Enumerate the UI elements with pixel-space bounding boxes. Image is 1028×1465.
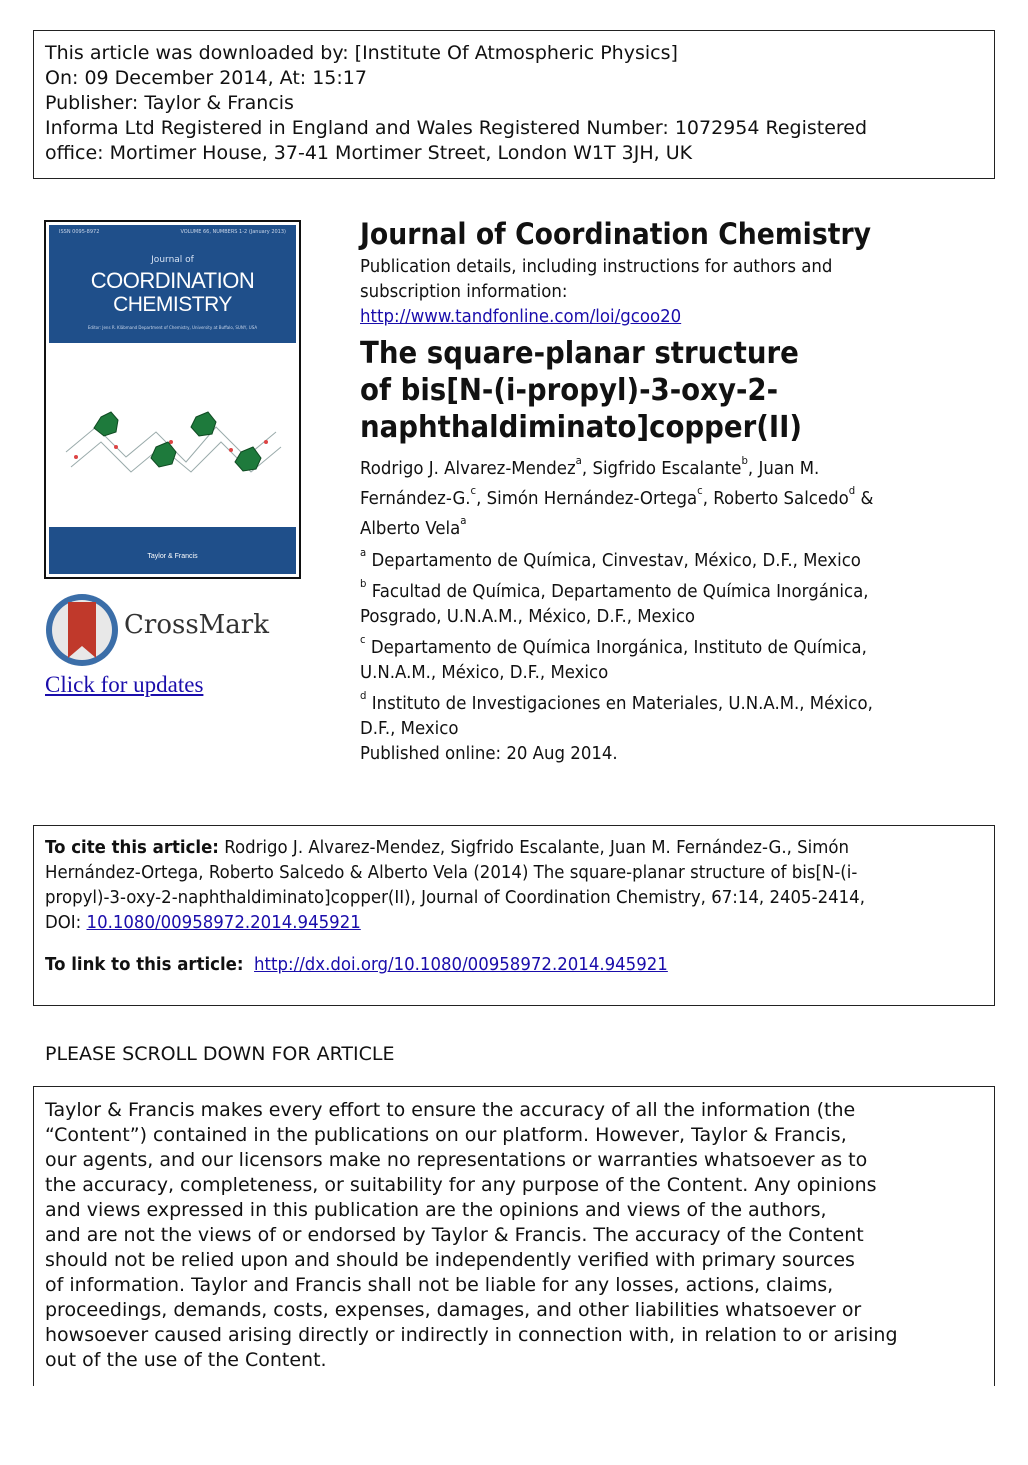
office-line: office: Mortimer House, 37-41 Mortimer Street, London W1T 3JH, UK xyxy=(45,142,693,164)
cite-label: To cite this article: xyxy=(45,837,219,858)
disclaimer-line: should not be relied upon and should be independently verified with primary sources xyxy=(45,1249,855,1271)
authors-list: Rodrigo J. Alvarez-Mendez$^a$, Sigfrido Escalante$^b$, Juan M. Fernández-G.$^c$, Simón Hernández-Ortega$^c$, Roberto Salcedo$^d$ & Alberto Vela$^a$ xyxy=(360,454,874,539)
citation-text: To cite this article: Rodrigo J. Alvarez-Mendez, Sigfrido Escalante, Juan M. Fernández-G., Simón Hernández-Ortega, Roberto Salcedo & Alberto Vela (2014) The square-planar structure of bis[N-(i- propyl)-3-oxy-2-naphthaldiminato]copper(II), Journal of Coordination Chemistry, 67:14, 2405-2414, DOI: 10.1080/00958972.2014.945921 xyxy=(45,837,865,933)
author-name: Rodrigo J. Alvarez-Mendez xyxy=(360,458,576,479)
click-for-updates-link[interactable]: Click for updates xyxy=(45,672,204,697)
article-title-line1: The square-planar structure xyxy=(360,336,799,371)
author-name: Simón Hernández-Ortega xyxy=(486,488,698,509)
disclaimer-line: of information. Taylor and Francis shall not be liable for any losses, actions, claims, xyxy=(45,1274,834,1296)
disclaimer-line: out of the use of the Content. xyxy=(45,1349,327,1371)
article-link-line xyxy=(45,952,908,977)
affiliation-d: $^d$ Instituto de Investigaciones en Materiales, U.N.A.M., México, D.F., Mexico Published online: 20 Aug 2014. xyxy=(360,691,930,766)
disclaimer-line: howsoever caused arising directly or indirectly in connection with, in relation to or arising xyxy=(45,1324,898,1346)
disclaimer-line: the accuracy, completeness, or suitability for any purpose of the Content. Any opinions xyxy=(45,1174,877,1196)
molecule-illustration xyxy=(56,372,291,512)
disclaimer-line: and are not the views of or endorsed by Taylor & Francis. The accuracy of the Content xyxy=(45,1224,864,1246)
affiliation-c: $^c$ Departamento de Química Inorgánica, Instituto de Química, U.N.A.M., México, D.F., Mexico xyxy=(360,633,867,683)
doi-link[interactable]: 10.1080/00958972.2014.945921 xyxy=(86,912,361,933)
author-name: Juan M. xyxy=(758,458,820,479)
author-name: Fernández-G. xyxy=(360,488,471,509)
crossmark-label: CrossMark xyxy=(124,610,269,640)
article-title-line3: naphthaldiminato]copper(II) xyxy=(360,410,803,445)
article-doi-url-link[interactable]: http://dx.doi.org/10.1080/00958972.2014.945921 xyxy=(254,954,668,975)
author-name: Sigfrido Escalante xyxy=(592,458,742,479)
cover-journal-of: Journal of xyxy=(151,255,194,265)
registration-line: Informa Ltd Registered in England and Wales Registered Number: 1072954 Registered xyxy=(45,117,868,139)
disclaimer-line: and views expressed in this publication are the opinions and views of the authors, xyxy=(45,1199,827,1221)
article-title xyxy=(360,335,930,446)
cover-footer-band xyxy=(49,527,296,574)
cover-header-band xyxy=(49,225,296,343)
cover-editor: Editor: Jens R. Kläbmand Department of Chemistry, University at Buffalo, SUNY, USA xyxy=(87,325,258,330)
cover-title-line1: COORDINATION xyxy=(90,268,255,293)
published-online-date: Published online: 20 Aug 2014. xyxy=(360,743,618,764)
download-info-box xyxy=(33,30,995,179)
cover-title-line2: CHEMISTRY xyxy=(113,293,232,316)
article-title-line2: of bis[N-(i-propyl)-3-oxy-2- xyxy=(360,373,779,408)
journal-cover-image xyxy=(44,220,301,579)
disclaimer-line: “Content”) contained in the publications on our platform. However, Taylor & Francis, xyxy=(45,1124,847,1146)
article-header xyxy=(360,214,980,766)
download-info-line: This article was downloaded by: [Institute Of Atmospheric Physics] xyxy=(45,42,678,64)
affiliation-a: $^a$ Departamento de Química, Cinvestav, México, D.F., Mexico xyxy=(360,546,861,571)
cover-issn: ISSN 0095-8972 xyxy=(59,229,100,235)
crossmark-badge[interactable] xyxy=(44,592,269,668)
cover-publisher: Taylor & Francis xyxy=(147,553,198,560)
disclaimer-box xyxy=(33,1086,995,1386)
journal-url-link[interactable]: http://www.tandfonline.com/loi/gcoo20 xyxy=(360,306,682,327)
affiliation-b: $^b$ Facultad de Química, Departamento de Química Inorgánica, Posgrado, U.N.A.M., México, D.F., Mexico xyxy=(360,577,869,627)
link-label: To link to this article: xyxy=(45,954,244,975)
download-date-line: On: 09 December 2014, At: 15:17 xyxy=(45,67,367,89)
publisher-line: Publisher: Taylor & Francis xyxy=(45,92,294,114)
publication-details-line2: subscription information: xyxy=(360,281,568,302)
citation-box xyxy=(33,825,995,1006)
disclaimer-line: Taylor & Francis makes every effort to ensure the accuracy of all the information (the xyxy=(45,1099,856,1121)
crossmark-icon xyxy=(44,592,120,668)
author-name: Roberto Salcedo xyxy=(713,488,849,509)
cover-volume: VOLUME 66, NUMBERS 1-2 (January 2013) xyxy=(180,229,286,235)
scroll-down-notice: PLEASE SCROLL DOWN FOR ARTICLE xyxy=(45,1043,395,1065)
disclaimer-line: proceedings, demands, costs, expenses, damages, and other liabilities whatsoever or xyxy=(45,1299,862,1321)
journal-title: Journal of Coordination Chemistry xyxy=(360,217,872,251)
disclaimer-line: our agents, and our licensors make no representations or warranties whatsoever as to xyxy=(45,1149,868,1171)
publication-details-line1: Publication details, including instructions for authors and xyxy=(360,256,833,277)
author-name: Alberto Vela xyxy=(360,518,461,539)
